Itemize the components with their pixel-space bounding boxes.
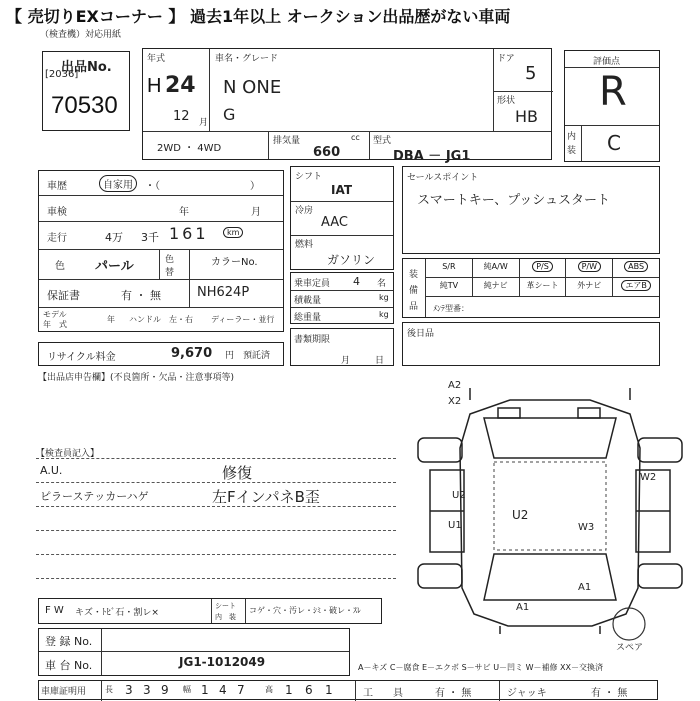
shift-label: シフト: [295, 172, 323, 182]
mark-u2-center: U2: [512, 508, 529, 522]
equip-ps: P/S: [520, 259, 567, 277]
car-diagram: [400, 378, 700, 646]
inspect-year: 年: [179, 207, 189, 218]
doors-label: ドア: [497, 54, 515, 64]
equip-tv: 純TV: [426, 278, 473, 296]
equip-maint: ﾒﾝﾃ型番：: [433, 304, 469, 313]
mark-w2-right: W2: [640, 472, 657, 483]
recycle-label: リサイクル料金: [47, 352, 116, 363]
len-v3: 9: [161, 683, 169, 697]
modelyear-unit: 年: [107, 315, 115, 324]
grade-label: 評価点: [593, 57, 621, 67]
equip-leather: 革シート: [520, 278, 567, 296]
equip-abs: ABS: [613, 259, 659, 277]
fw-text: キズ・ﾄﾋﾞ石・割レ×: [75, 608, 159, 618]
lot-number: 70530: [51, 92, 118, 119]
load-label: 積載量: [294, 296, 322, 306]
color-change-label-2: 替: [165, 268, 175, 278]
shift-value: IAT: [331, 183, 353, 197]
mileage-man: 4万: [105, 231, 123, 244]
history-suffix: ・（ ）: [145, 181, 260, 192]
top-info: [142, 48, 552, 164]
weight-unit: kg: [379, 310, 389, 319]
equip-row-2: [426, 278, 659, 297]
mark-u1: U1: [448, 520, 462, 531]
inspector-line-1: A.U.: [40, 464, 63, 477]
recycle-value: 9,670: [171, 346, 213, 361]
reg-box: [38, 628, 350, 676]
weight-label: 総重量: [294, 313, 322, 323]
insurance-label: 書類期限: [294, 335, 331, 345]
modelyear-label-2: 年 式: [43, 320, 67, 329]
mileage-label: 走行: [47, 233, 67, 244]
recycle-box: [38, 342, 284, 366]
color-change-label-1: 色: [165, 255, 175, 265]
model-name: N ONE: [223, 77, 282, 98]
insurance-block: [290, 328, 394, 366]
hei-v3: 1: [325, 683, 333, 697]
displacement-value: 660: [313, 145, 341, 160]
hei-v1: 1: [285, 683, 293, 697]
inspector-line-2: ピラーステッカーハゲ: [40, 490, 149, 503]
shape-value: HB: [515, 107, 539, 126]
tool-label: 工 具: [363, 688, 403, 699]
mark-a1-right: A1: [578, 582, 592, 593]
dealer: ディーラー・並行: [211, 315, 275, 324]
history-block: [38, 170, 284, 332]
mileage-unit: km: [223, 227, 243, 238]
color-label: 色: [55, 261, 65, 272]
type-label: 型式: [373, 136, 392, 146]
hei-label: 高: [265, 685, 273, 694]
equip-airbag: エアB: [613, 278, 659, 296]
fw-seat-2: 内 装: [215, 613, 236, 621]
year-month: 12: [173, 109, 190, 124]
equip-ext-navi: 外ナビ: [566, 278, 613, 296]
shape-label: 形状: [497, 96, 516, 106]
garage-label: 車庫証明用: [41, 687, 87, 697]
recycle-unit: 円: [225, 351, 235, 361]
displacement-label: 排気量: [273, 136, 301, 146]
fuel-label: 燃料: [295, 240, 314, 250]
sales-box: [402, 166, 660, 254]
len-v1: 3: [125, 683, 133, 697]
lot-small: [2036]: [45, 69, 79, 80]
fw-row: [38, 598, 382, 624]
equipment-box: [402, 258, 660, 318]
equip-aw: 純A/W: [473, 259, 520, 277]
hei-v2: 6: [305, 683, 313, 697]
jack-label: ジャッキ: [507, 688, 547, 699]
damage-legend: A－キズ C－腐食 E－エクボ S－サビ U－凹ミ W－補修 XX－交換済: [358, 663, 604, 672]
handle: ハンドル 左・右: [129, 315, 193, 324]
fuel-value: ガソリン: [327, 253, 376, 267]
colorno-label: カラーNo.: [211, 257, 258, 268]
insurance-unit: 月: [341, 356, 351, 366]
len-label: 長: [105, 685, 113, 694]
year-label: 年式: [147, 54, 166, 64]
sales-label: セールスポイント: [407, 173, 479, 183]
chassis-value: JG1-1012049: [179, 655, 266, 669]
jack-value: 有 ・ 無: [591, 688, 628, 699]
equip-label-2: 備: [409, 286, 419, 296]
bottom-row: [38, 680, 658, 700]
lot-label: 出品No.: [61, 60, 112, 75]
wid-v1: 1: [201, 683, 209, 697]
tool-value: 有 ・ 無: [435, 688, 472, 699]
spare-label: スペア: [616, 643, 644, 653]
inspect-label: 車検: [47, 207, 67, 218]
equip-pw: P/W: [566, 259, 613, 277]
capacity-block: [290, 272, 394, 324]
insurance-day: 日: [375, 356, 385, 366]
warranty-label: 保証書: [47, 289, 80, 302]
mileage-hand: 161: [169, 224, 209, 243]
recycle-note: 預託済: [243, 351, 271, 361]
equip-sr: S/R: [426, 259, 473, 277]
drive-type: 2WD ・ 4WD: [157, 143, 222, 154]
grade-value: R: [599, 69, 627, 115]
equip-row-1: [426, 259, 659, 278]
mileage-sen: 3千: [141, 231, 159, 244]
inspector-right-1: 修復: [222, 464, 253, 482]
year-month-unit: 月: [199, 118, 209, 128]
model-grade: G: [223, 105, 236, 124]
warranty-value: 有 ・ 無: [121, 289, 161, 302]
aircon-label: 冷房: [295, 206, 314, 216]
modelyear-label-1: モデル: [43, 310, 67, 319]
grade-box: [564, 50, 660, 162]
lot-box: [42, 51, 130, 131]
capacity-unit: 名: [377, 279, 387, 289]
wid-v2: 4: [219, 683, 227, 697]
color-value: パール: [95, 259, 134, 274]
header-title: 【 売切りEXコーナー 】 過去1年以上 オークション出品歴がない車両: [6, 7, 511, 26]
sub-header: （検査機）対応用紙: [40, 30, 122, 40]
specs-block: [290, 166, 394, 270]
year-value: 24: [165, 73, 196, 98]
history-value: 自家用: [99, 175, 137, 192]
capacity-label: 乗車定員: [294, 279, 331, 289]
reg-label: 登 録 No.: [45, 635, 93, 648]
later-items-label: 後日品: [407, 329, 435, 339]
mark-a1-bottom: A1: [516, 602, 530, 613]
equip-label-3: 品: [409, 302, 419, 312]
mark-a2: A2: [448, 380, 462, 391]
load-unit: kg: [379, 293, 389, 302]
capacity-value: 4: [353, 275, 360, 288]
notice-label: 【出品店申告欄】(不良箇所・欠品・注意事項等): [38, 373, 235, 383]
history-label: 車歴: [47, 181, 67, 192]
len-v2: 3: [143, 683, 151, 697]
model-label: 車名・グレード: [215, 54, 279, 64]
mark-w3: W3: [578, 522, 595, 533]
colorno-value: NH624P: [197, 285, 250, 300]
aircon-value: AAC: [321, 215, 348, 230]
wid-label: 幅: [183, 685, 191, 694]
inspector-label: 【検査員記入】: [36, 449, 100, 459]
interior-value: C: [607, 131, 621, 155]
chassis-label: 車 台 No.: [45, 659, 93, 672]
interior-label-2: 装: [567, 146, 577, 156]
inspect-month: 月: [251, 207, 261, 218]
year-era: H: [147, 75, 162, 97]
displacement-unit: cc: [351, 133, 360, 142]
wid-v3: 7: [237, 683, 245, 697]
equip-label-1: 装: [409, 270, 419, 280]
sales-text: スマートキー、プッシュスタート: [417, 193, 611, 208]
doors-value: 5: [525, 63, 537, 84]
equip-navi: 純ナビ: [473, 278, 520, 296]
type-value: DBA － JG1: [393, 149, 471, 164]
mark-x2: X2: [448, 396, 462, 407]
fw-inner: コゲ・穴・汚レ・ｼﾐ・破レ・ｽﾚ: [249, 606, 361, 615]
fw-seat-1: シート: [215, 602, 236, 610]
inspector-right-2: 左FインパネB歪: [212, 488, 320, 506]
interior-label-1: 内: [567, 132, 577, 142]
mark-u2-left: U2: [452, 490, 466, 501]
later-items-box: [402, 322, 660, 366]
fw-label: F W: [45, 605, 64, 616]
